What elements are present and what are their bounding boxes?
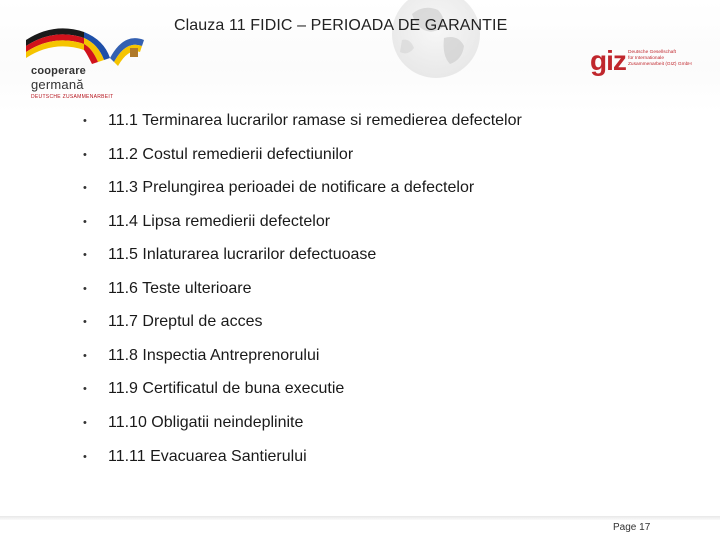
list-item bbox=[0, 274, 720, 304]
bullet-icon: • bbox=[83, 149, 87, 161]
list-item bbox=[0, 240, 720, 270]
giz-text-line1: Deutsche Gesellschaft bbox=[628, 50, 676, 55]
bullet-icon: • bbox=[83, 316, 87, 328]
logo-line-germana: germană bbox=[31, 77, 84, 92]
bullet-icon: • bbox=[83, 451, 87, 463]
list-item bbox=[0, 140, 720, 170]
giz-text-line3: Zusammenarbeit (GIZ) GmbH bbox=[628, 62, 692, 67]
giz-logo-mark: giz bbox=[590, 45, 626, 76]
logo-line-cooperare: cooperare bbox=[31, 65, 86, 77]
list-item-text: 11.6 Teste ulterioare bbox=[108, 280, 252, 297]
bullet-icon: • bbox=[83, 383, 87, 395]
cooperare-germana-logo bbox=[24, 18, 154, 98]
giz-logo bbox=[590, 47, 700, 75]
flag-ribbon-icon bbox=[24, 18, 154, 66]
list-item-text: 11.9 Certificatul de buna executie bbox=[108, 380, 345, 397]
page-number: Page 17 bbox=[613, 522, 651, 533]
list-item-text: 11.3 Prelungirea perioadei de notificare a defectelor bbox=[108, 179, 475, 196]
bullet-icon: • bbox=[83, 182, 87, 194]
bullet-icon: • bbox=[83, 216, 87, 228]
bullet-icon: • bbox=[83, 350, 87, 362]
list-item-text: 11.11 Evacuarea Santierului bbox=[108, 448, 307, 465]
list-item-text: 11.4 Lipsa remedierii defectelor bbox=[108, 213, 331, 230]
bullet-icon: • bbox=[83, 115, 87, 127]
list-item-text: 11.10 Obligatii neindeplinite bbox=[108, 414, 304, 431]
bullet-icon: • bbox=[83, 249, 87, 261]
header-band bbox=[0, 0, 720, 112]
globe-watermark-icon bbox=[372, 0, 500, 82]
footer-divider bbox=[0, 516, 720, 520]
logo-line-deutsche: DEUTSCHE ZUSAMMENARBEIT bbox=[31, 94, 114, 100]
list-item-text: 11.2 Costul remedierii defectiunilor bbox=[108, 146, 354, 163]
bullet-icon: • bbox=[83, 283, 87, 295]
list-item bbox=[0, 408, 720, 438]
list-item bbox=[0, 307, 720, 337]
list-item bbox=[0, 341, 720, 371]
list-item bbox=[0, 207, 720, 237]
list-item bbox=[0, 374, 720, 404]
list-item-text: 11.7 Dreptul de acces bbox=[108, 313, 263, 330]
list-item-text: 11.1 Terminarea lucrarilor ramase si remedierea defectelor bbox=[108, 112, 522, 129]
list-item bbox=[0, 106, 720, 136]
list-item bbox=[0, 173, 720, 203]
bullet-icon: • bbox=[83, 417, 87, 429]
list-item bbox=[0, 442, 720, 472]
list-item-text: 11.5 Inlaturarea lucrarilor defectuoase bbox=[108, 246, 377, 263]
slide-title: Clauza 11 FIDIC – PERIOADA DE GARANTIE bbox=[174, 17, 508, 34]
giz-text-line2: für Internationale bbox=[628, 56, 665, 61]
giz-logo-text bbox=[628, 50, 698, 68]
list-item-text: 11.8 Inspectia Antreprenorului bbox=[108, 347, 320, 364]
